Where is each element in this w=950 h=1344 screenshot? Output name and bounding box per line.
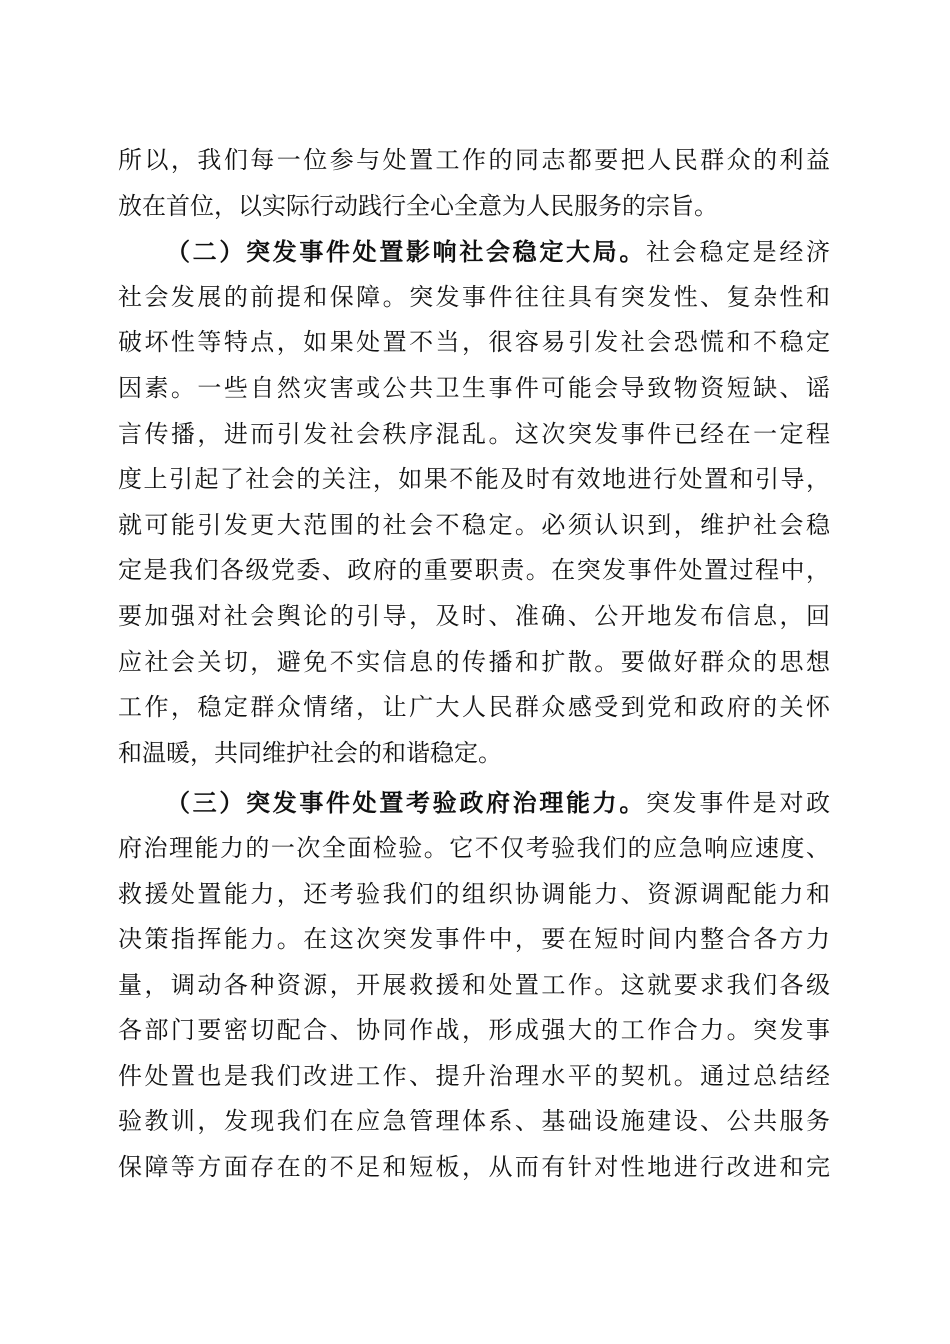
text-line: 应社会关切，避免不实信息的传播和扩散。要做好群众的思想	[118, 647, 830, 676]
paragraph-2	[118, 229, 830, 776]
text-line: 工作，稳定群众情绪，让广大人民群众感受到党和政府的关怀	[118, 693, 830, 722]
text-line: 件处置也是我们改进工作、提升治理水平的契机。通过总结经	[118, 1061, 830, 1090]
text-line: 就可能引发更大范围的社会不稳定。必须认识到，维护社会稳	[118, 510, 830, 539]
text-line: 保障等方面存在的不足和短板，从而有针对性地进行改进和完	[118, 1153, 830, 1182]
text-line: 量，调动各种资源，开展救援和处置工作。这就要求我们各级	[118, 970, 830, 999]
paragraph-1	[118, 138, 830, 229]
text-line: 因素。一些自然灾害或公共卫生事件可能会导致物资短缺、谣	[118, 373, 830, 402]
text-line: 验教训，发现我们在应急管理体系、基础设施建设、公共服务	[118, 1107, 830, 1136]
text-line: 定是我们各级党委、政府的重要职责。在突发事件处置过程中，	[118, 556, 830, 585]
text-line: 言传播，进而引发社会秩序混乱。这次突发事件已经在一定程	[118, 419, 830, 448]
text-line: 救援处置能力，还考验我们的组织协调能力、资源调配能力和	[118, 879, 830, 908]
section-heading-2: （二）突发事件处置影响社会稳定大局。	[166, 237, 646, 267]
body-text	[118, 138, 830, 1191]
text-line: 各部门要密切配合、协同作战，形成强大的工作合力。突发事	[118, 1016, 830, 1045]
text-span: 突发事件是对政	[646, 789, 830, 818]
text-line: 放在首位，以实际行动践行全心全意为人民服务的宗旨。	[118, 191, 718, 220]
text-line: 和温暖，共同维护社会的和谐稳定。	[118, 738, 502, 767]
paragraph-3-first-line	[118, 780, 830, 826]
paragraph-3	[118, 780, 830, 1190]
text-line: 要加强对社会舆论的引导，及时、准确、公开地发布信息，回	[118, 601, 830, 630]
paragraph-2-first-line	[118, 229, 830, 275]
text-line: 社会发展的前提和保障。突发事件往往具有突发性、复杂性和	[118, 282, 830, 311]
text-span: 社会稳定是经济	[646, 238, 830, 267]
text-line: 所以，我们每一位参与处置工作的同志都要把人民群众的利益	[118, 146, 830, 174]
text-line: 府治理能力的一次全面检验。它不仅考验我们的应急响应速度、	[118, 833, 830, 862]
section-heading-3: （三）突发事件处置考验政府治理能力。	[166, 788, 646, 818]
text-line: 破坏性等特点，如果处置不当，很容易引发社会恐慌和不稳定	[118, 328, 830, 357]
text-line: 度上引起了社会的关注，如果不能及时有效地进行处置和引导，	[118, 465, 830, 494]
text-line: 决策指挥能力。在这次突发事件中，要在短时间内整合各方力	[118, 925, 830, 954]
